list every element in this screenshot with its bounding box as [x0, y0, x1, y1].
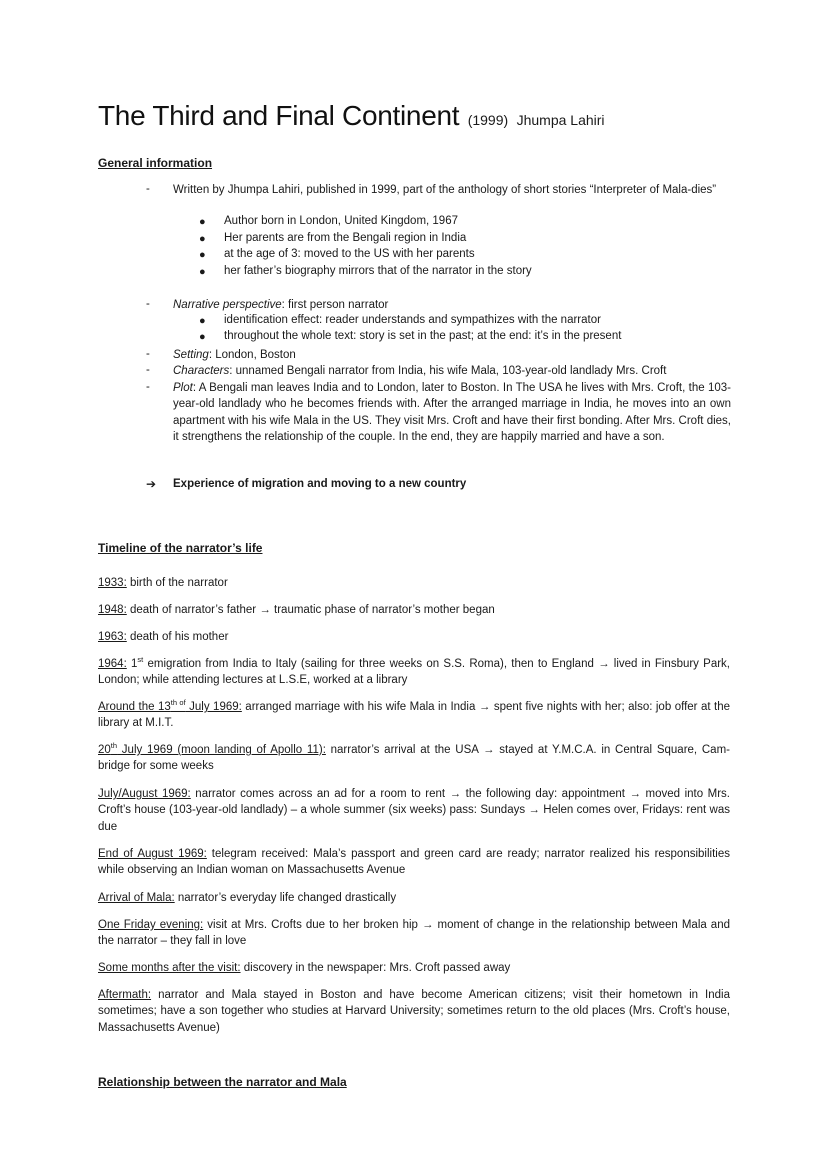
title-main: The Third and Final Continent: [98, 100, 460, 131]
title-year: (1999): [467, 112, 509, 128]
timeline-text: emigration from India to Italy (sailing for three weeks on S.S. Roma), then to England → lived in Finsbury Park, London; while attending lectures at L.S.E, worked at a library: [98, 658, 730, 687]
timeline-text: narrator and Mala stayed in Boston and have become American citizens; visit their hometown in India sometimes; have a son together who studies at Harvard University; sometimes return to the old places (Mrs. Croft’s house, Massachusetts Avenue): [98, 989, 730, 1034]
perspective-label: Narrative perspective: [173, 299, 282, 311]
timeline-date-rest: July 1969:: [185, 701, 242, 713]
timeline-text: narrator’s arrival at the USA → stayed at Y.M.C.A. in Central Square, Cam-bridge for some weeks: [98, 744, 730, 773]
timeline-text: narrator’s everyday life changed drastically: [174, 892, 397, 904]
timeline-date: Aftermath:: [98, 989, 152, 1001]
timeline-date: End of August 1969:: [98, 848, 207, 860]
timeline-entry: [98, 960, 730, 976]
timeline-text: birth of the narrator: [126, 577, 228, 589]
bullet-icon: ●: [199, 331, 206, 343]
timeline-text-pre: 1: [126, 658, 138, 670]
timeline-date-rest: July 1969 (moon landing of Apollo 11):: [117, 744, 326, 756]
timeline-text: arranged marriage with his wife Mala in India → spent five nights with her; also: job offer at the library at M.I.T.: [98, 701, 730, 730]
timeline-date: Some months after the visit:: [98, 962, 241, 974]
plot-info: [173, 380, 731, 446]
timeline-text: death of narrator’s father → traumatic phase of narrator’s mother began: [126, 604, 495, 616]
characters-value: : unnamed Bengali narrator from India, his wife Mala, 103-year-old landlady Mrs. Croft: [229, 365, 667, 377]
title-author: Jhumpa Lahiri: [516, 112, 605, 128]
timeline-entry: [98, 846, 730, 879]
timeline-entry: [98, 699, 730, 732]
list-dash: -: [146, 348, 150, 360]
timeline-date-pre: Around the 13: [98, 701, 171, 713]
timeline-text: telegram received: Mala’s passport and green card are ready; narrator realized his responsibilities while observing an Indian woman on Massachusetts Avenue: [98, 848, 730, 877]
perspective-value: : first person narrator: [281, 299, 389, 311]
timeline-entry: [98, 629, 730, 645]
list-dash: -: [146, 364, 150, 376]
written-info: Written by Jhumpa Lahiri, published in 1999, part of the anthology of short stories “Interpreter of Mala-dies”: [173, 184, 717, 196]
narrative-perspective: [173, 297, 731, 313]
timeline-text: narrator comes across an ad for a room to rent → the following day: appointment → moved into Mrs. Croft’s house (103-year-old landlady) – a whole summer (six weeks) pass: Sundays → Helen comes over, Fridays: rent was due: [98, 788, 731, 833]
timeline-entry: [98, 742, 730, 775]
bullet-icon: ●: [199, 315, 206, 327]
superscript: st: [137, 655, 144, 665]
timeline-entry: [98, 602, 730, 618]
general-heading: General information: [98, 156, 213, 170]
bullet-icon: ●: [199, 216, 206, 228]
bullet-icon: ●: [199, 249, 206, 261]
timeline-date: 1933:: [98, 577, 127, 589]
document-title: [98, 100, 605, 132]
list-dash: -: [146, 298, 150, 310]
author-fact: Author born in London, United Kingdom, 1967: [224, 215, 458, 227]
timeline-entry: [98, 786, 730, 835]
setting-value: : London, Boston: [208, 349, 296, 361]
timeline-entry: [98, 890, 730, 906]
timeline-text: death of his mother: [126, 631, 229, 643]
timeline-date: [98, 741, 326, 756]
timeline-text: discovery in the newspaper: Mrs. Croft passed away: [240, 962, 511, 974]
timeline-entry: [98, 575, 730, 591]
author-fact: her father’s biography mirrors that of the narrator in the story: [224, 265, 532, 277]
timeline-date: 1964:: [98, 658, 127, 670]
timeline-date: Arrival of Mala:: [98, 892, 175, 904]
list-dash: -: [146, 183, 150, 195]
perspective-point: identification effect: reader understands and sympathizes with the narrator: [224, 314, 601, 326]
timeline-date: [98, 698, 242, 713]
timeline-date: July/August 1969:: [98, 788, 191, 800]
timeline-entry: [98, 917, 730, 950]
bullet-icon: ●: [199, 266, 206, 278]
plot-label: Plot: [173, 382, 193, 394]
timeline-date: One Friday evening:: [98, 919, 204, 931]
bullet-icon: ●: [199, 233, 206, 245]
characters-label: Characters: [173, 365, 230, 377]
timeline-date: 1948:: [98, 604, 127, 616]
timeline-date: 1963:: [98, 631, 127, 643]
superscript: th: [110, 741, 118, 751]
superscript: th of: [170, 698, 186, 708]
author-fact: at the age of 3: moved to the US with her parents: [224, 248, 475, 260]
list-dash: -: [146, 381, 150, 393]
plot-value: : A Bengali man leaves India and to London, later to Boston. In The USA he lives with Mrs. Croft, the 103-year-old landlady who he becomes friends with. After the arranged marriage in India, he moves into an own apartment with his wife Mala in the US. They visit Mrs. Croft and have their first bonding. After Mrs. Croft dies, it strengthens the relationship of the couple. In the end, they are happily married and have a son.: [173, 382, 731, 444]
perspective-point: throughout the whole text: story is set in the past; at the end: it’s in the present: [224, 330, 622, 342]
conclusion-text: Experience of migration and moving to a new country: [173, 478, 467, 490]
timeline-entry: [98, 987, 730, 1036]
setting-label: Setting: [173, 349, 209, 361]
characters-info: [173, 363, 731, 379]
author-fact: Her parents are from the Bengali region in India: [224, 232, 467, 244]
setting-info: [173, 347, 731, 363]
timeline-text: visit at Mrs. Crofts due to her broken hip → moment of change in the relationship between Mala and the narrator – they fall in love: [98, 919, 730, 948]
arrow-icon: ➔: [146, 477, 157, 491]
relationship-heading: Relationship between the narrator and Mala: [98, 1075, 347, 1089]
timeline-heading: Timeline of the narrator’s life: [98, 541, 263, 555]
timeline-entry: [98, 656, 730, 689]
timeline-date-pre: 20: [98, 744, 111, 756]
